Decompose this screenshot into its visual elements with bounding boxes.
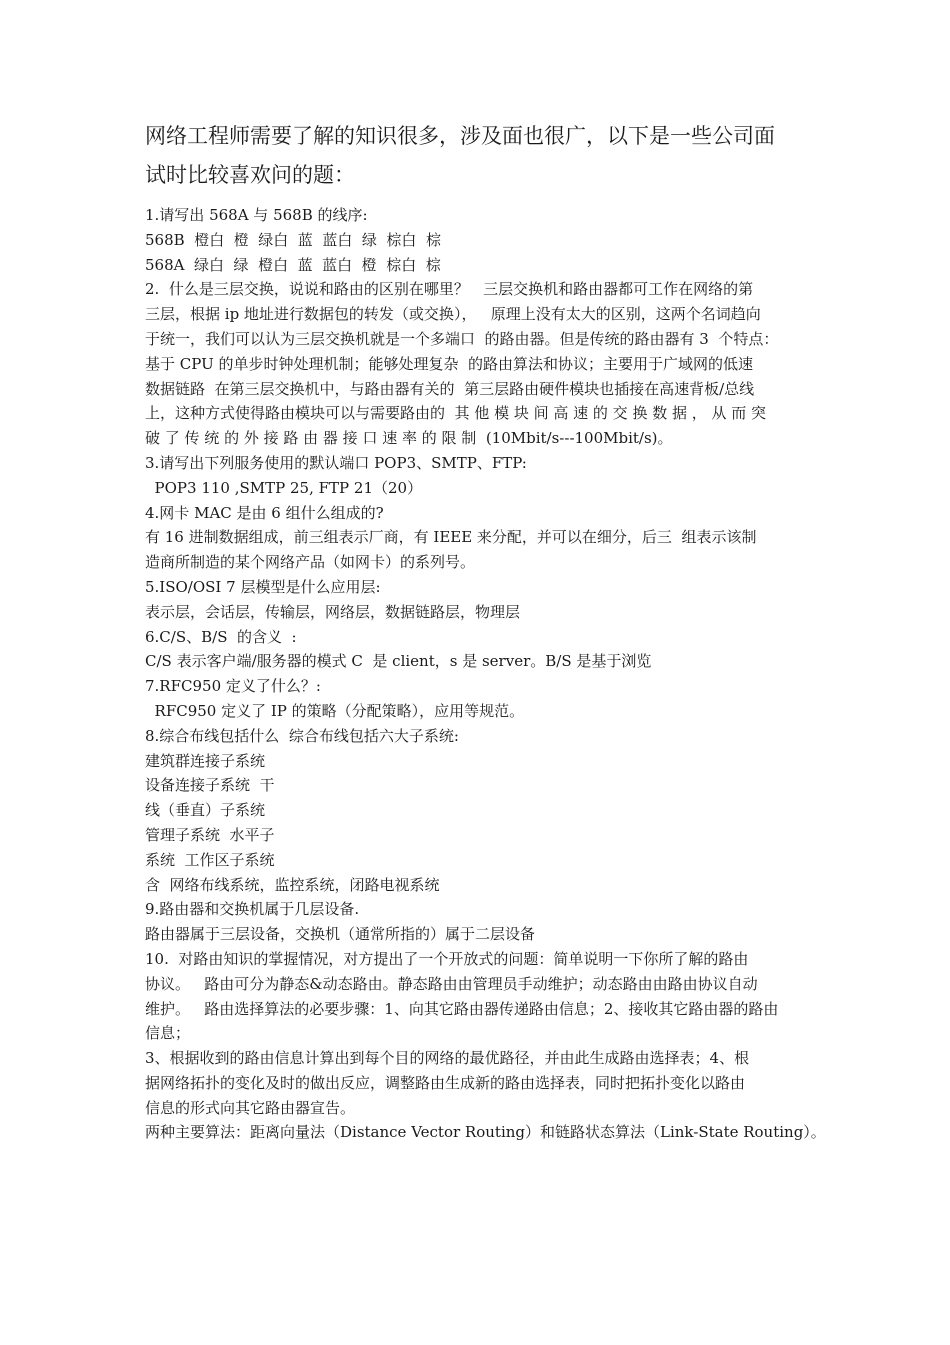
body-line: 2. 什么是三层交换，说说和路由的区别在哪里？ 三层交换机和路由器都可工作在网络的第 [145, 280, 754, 299]
body-line: 表示层，会话层，传输层，网络层，数据链路层，物理层 [145, 602, 521, 621]
body-line: 9.路由器和交换机属于几层设备. [145, 900, 360, 919]
title-line: 网络工程师需要了解的知识很多，涉及面也很广，以下是一些公司面 [145, 124, 775, 148]
body-line: 10. 对路由知识的掌握情况，对方提出了一个开放式的问题：简单说明一下你所了解的路由 [145, 949, 749, 968]
body-line: 设备连接子系统 干 [145, 776, 275, 795]
body-line: POP3 110 ,SMTP 25, FTP 21（20） [145, 478, 423, 497]
body-line: 信息； [145, 1024, 191, 1043]
body-line: 含 网络布线系统，监控系统，闭路电视系统 [145, 875, 440, 894]
body-line: 建筑群连接子系统 [145, 751, 266, 770]
document-body [145, 203, 830, 1145]
body-line: 7.RFC950 定义了什么？: [145, 677, 321, 696]
body-line: C/S 表示客户端/服务器的模式 C 是 client，s 是 server。B/S 是基于浏览 [145, 652, 652, 671]
body-line: 两种主要算法：距离向量法（Distance Vector Routing）和链路状态算法（Link-State Routing）。 [145, 1123, 826, 1142]
document-page [145, 117, 830, 1145]
body-line: 管理子系统 水平子 [145, 825, 275, 844]
body-line: 线（垂直）子系统 [145, 801, 266, 820]
body-line: 信息的形式向其它路由器宣告。 [145, 1098, 356, 1117]
body-line: 基于 CPU 的单步时钟处理机制；能够处理复杂 的路由算法和协议；主要用于广域网的低速 [145, 354, 754, 373]
body-line: 6.C/S、B/S 的含义 : [145, 627, 297, 646]
body-line: 破 了 传 统 的 外 接 路 由 器 接 口 速 率 的 限 制 (10Mbit/s---100Mbit/s)。 [145, 429, 673, 448]
body-line: 维护。 路由选择算法的必要步骤：1、向其它路由器传递路由信息；2、接收其它路由器的路由 [145, 999, 779, 1018]
body-line: 568A 绿白 绿 橙白 蓝 蓝白 橙 棕白 棕 [145, 255, 441, 274]
body-line: 3、根据收到的路由信息计算出到每个目的网络的最优路径，并由此生成路由选择表；4、根 [145, 1049, 750, 1068]
body-line: 系统 工作区子系统 [145, 850, 275, 869]
body-line: RFC950 定义了 IP 的策略（分配策略），应用等规范。 [145, 701, 525, 720]
body-line: 数据链路 在第三层交换机中，与路由器有关的 第三层路由硬件模块也插接在高速背板/总线 [145, 379, 755, 398]
body-line: 三层，根据 ip 地址进行数据包的转发（或交换）， 原理上没有太大的区别，这两个名词趋向 [145, 305, 761, 324]
body-line: 路由器属于三层设备，交换机（通常所指的）属于二层设备 [145, 925, 536, 944]
body-line: 5.ISO/OSI 7 层模型是什么应用层: [145, 577, 381, 596]
body-line: 于统一，我们可以认为三层交换机就是一个多端口 的路由器。但是传统的路由器有 3 个特点： [145, 329, 779, 348]
title-line: 试时比较喜欢问的题： [145, 163, 355, 187]
body-line: 3.请写出下列服务使用的默认端口 POP3、SMTP、FTP: [145, 453, 527, 472]
body-line: 协议。 路由可分为静态&动态路由。静态路由由管理员手动维护；动态路由由路由协议自动 [145, 974, 758, 993]
body-line: 568B 橙白 橙 绿白 蓝 蓝白 绿 棕白 棕 [145, 230, 441, 249]
body-line: 8.综合布线包括什么 综合布线包括六大子系统: [145, 726, 459, 745]
body-line: 4.网卡 MAC 是由 6 组什么组成的? [145, 503, 384, 522]
body-line: 1.请写出 568A 与 568B 的线序: [145, 206, 368, 224]
document-title [145, 117, 830, 195]
body-line: 有 16 进制数据组成，前三组表示厂商，有 IEEE 来分配，并可以在细分，后三 组表示该制 [145, 528, 757, 547]
body-line: 上，这种方式使得路由模块可以与需要路由的 其 他 模 块 间 高 速 的 交 换 数 据 ， 从 而 突 [145, 404, 767, 423]
body-line: 据网络拓扑的变化及时的做出反应，调整路由生成新的路由选择表，同时把拓扑变化以路由 [145, 1073, 746, 1092]
body-line: 造商所制造的某个网络产品（如网卡）的系列号。 [145, 553, 476, 572]
